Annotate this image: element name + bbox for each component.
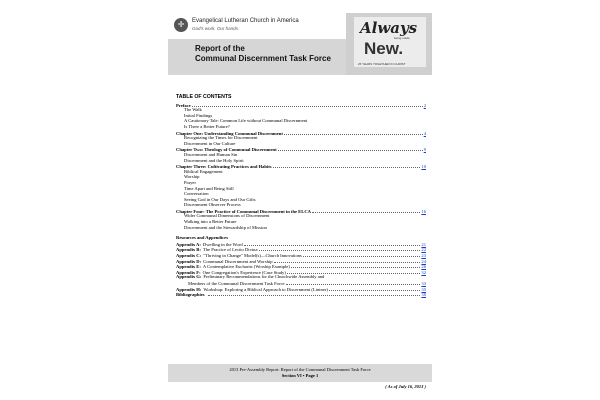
- leader-dots: [192, 102, 423, 107]
- page-number-link[interactable]: 10: [421, 164, 426, 170]
- toc-section-title: Recognizing the Times for Discernment: [184, 135, 258, 141]
- toc-section-title: Initial Findings: [184, 112, 213, 118]
- appendix-key: Appendix D:: [176, 258, 202, 264]
- appendix-key: Appendix E:: [176, 264, 201, 270]
- toc-section-title: Discernment in Our Culture: [184, 140, 236, 146]
- toc-chapter-title: Chapter One: Understanding Communal Discernment: [176, 130, 283, 136]
- leader-dots: [303, 252, 421, 257]
- leader-dots: [329, 286, 420, 291]
- appendix-key: Appendix A:: [176, 241, 201, 247]
- logo-years-text: 25 YEARS TOGETHER IN CHRIST: [358, 62, 406, 66]
- toc-heading: TABLE OF CONTENTS: [176, 94, 232, 100]
- page-number-link[interactable]: 4: [423, 130, 426, 136]
- toc-section-title: Worship: [184, 174, 200, 180]
- report-title-line-1: Report of the: [195, 44, 245, 53]
- toc-section-title: Wider Communal Dimensions of Discernment: [184, 213, 270, 219]
- page-number-link[interactable]: 24: [421, 258, 426, 264]
- toc-appendices: [176, 241, 426, 297]
- toc-section-title: Time Apart and Being Still: [184, 185, 234, 191]
- appendix-key: Appendix C:: [176, 253, 202, 259]
- toc-chapter-title: Chapter Four: The Practice of Communal Discernment in the ELCA: [176, 208, 311, 214]
- table-of-contents: [176, 95, 426, 297]
- leader-dots: [259, 246, 421, 251]
- appendix-title: One Congregation's Experience (Case Study): [202, 269, 286, 275]
- elca-cross-logo-icon: ✛: [174, 18, 188, 32]
- toc-section-title: Discernment and the Stewardship of Mission: [184, 224, 267, 230]
- leader-dots: [312, 208, 420, 213]
- appendix-key: Appendix B:: [176, 247, 201, 253]
- org-banner: [168, 13, 346, 39]
- page-number-link[interactable]: 32: [421, 269, 426, 275]
- toc-section-title: Seeing God in Our Days and Our Gifts: [184, 196, 256, 202]
- leader-dots: [274, 258, 421, 263]
- appendix-title: The Practice of Lectio Divina: [202, 247, 258, 253]
- page-number-link[interactable]: 21: [421, 241, 426, 247]
- toc-section-title: Prayer: [184, 179, 196, 185]
- toc-chapter-title: Chapter Two: Theology of Communal Discernment: [176, 147, 277, 153]
- resources-heading: Resources and Appendices: [176, 235, 228, 241]
- toc-chapter-title: Chapter Three: Cultivating Practices and Habits: [176, 164, 272, 170]
- leader-dots: [278, 146, 423, 151]
- document-page: [168, 13, 432, 395]
- leader-dots: [208, 291, 421, 296]
- appendix-title: Workshop: Exploring a Biblical Approach to Discernment (Lintner): [203, 286, 328, 292]
- appendix-title: Dwelling in the Word: [202, 241, 243, 247]
- appendix-title: Members of the Communal Discernment Task Force: [188, 281, 285, 286]
- appendix-row[interactable]: [176, 291, 426, 297]
- always-being-made-new-logo: [354, 17, 426, 67]
- report-title: [195, 44, 331, 64]
- toc-section-title: Is There a Better Future?: [184, 123, 230, 129]
- footer-section-page: Section VI • Page 1: [281, 373, 319, 378]
- header-left-panel: [168, 13, 346, 75]
- toc-section-title: Biblical Engagement: [184, 168, 223, 174]
- appendix-key: Appendix G:: [176, 274, 202, 280]
- page-number-link[interactable]: 23: [421, 253, 426, 259]
- appendix-key: Appendix F:: [176, 269, 201, 275]
- toc-entry-row[interactable]: [176, 102, 426, 108]
- toc-entries: [176, 102, 426, 231]
- appendix-title: "Thriving in Change" Model(s)—Church Innovations: [203, 253, 302, 259]
- report-header: [168, 13, 432, 75]
- page-number-link[interactable]: 35: [421, 286, 426, 292]
- toc-section-title: Conversation: [184, 191, 209, 197]
- page-footer: [168, 364, 432, 382]
- page-number-link[interactable]: 26: [421, 264, 426, 270]
- logo-always-text: Always: [360, 19, 418, 37]
- org-tagline: God's work. Our hands.: [192, 26, 240, 31]
- appendix-title: Preliminary Recommendations for the Churchwide Assembly and: [203, 274, 325, 280]
- page-number-link[interactable]: 33: [421, 281, 426, 286]
- page-number-link[interactable]: 9: [423, 147, 426, 153]
- leader-dots: [287, 269, 421, 274]
- logo-being-text: being made: [394, 36, 410, 40]
- appendix-key: Appendix H:: [176, 286, 202, 292]
- header-right-panel: [346, 13, 432, 75]
- leader-dots: [291, 263, 421, 268]
- toc-section-title: The Walk: [184, 107, 202, 113]
- appendix-title: Communal Discernment and Worship: [203, 258, 273, 264]
- toc-section-title: Discernment and the Holy Spirit: [184, 157, 244, 163]
- page-number-link[interactable]: 38: [421, 292, 426, 298]
- toc-chapter-title: Preface: [176, 102, 191, 108]
- toc-section-title: Walking into a Better Future: [184, 219, 237, 225]
- page-number-link[interactable]: 22: [421, 247, 426, 253]
- page-number-link[interactable]: 2: [423, 102, 426, 108]
- appendix-key: Bibliographies: [176, 292, 205, 298]
- leader-dots: [244, 241, 421, 246]
- leader-dots: [273, 163, 421, 168]
- as-of-date: ( As of July 16, 2013 ): [385, 384, 426, 389]
- leader-dots: [286, 280, 421, 285]
- footer-report-line: 2013 Pre-Assembly Report: Report of the Communal Discernment Task Force: [229, 367, 371, 372]
- toc-section-title: A Cautionary Tale: Common Life without Communal Discernment: [184, 118, 308, 124]
- page-number-link[interactable]: 16: [421, 208, 426, 214]
- org-name: Evangelical Lutheran Church in America: [192, 18, 299, 24]
- toc-section-title: Discernment and Human Sin: [184, 151, 238, 157]
- toc-section-title: Discernment Observer Process: [184, 202, 241, 208]
- report-title-line-2: Communal Discernment Task Force: [195, 54, 331, 63]
- logo-new-text: New.: [364, 39, 404, 58]
- leader-dots: [284, 130, 423, 135]
- appendix-title: A Contemplative Eucharist (Worship Example): [202, 264, 290, 270]
